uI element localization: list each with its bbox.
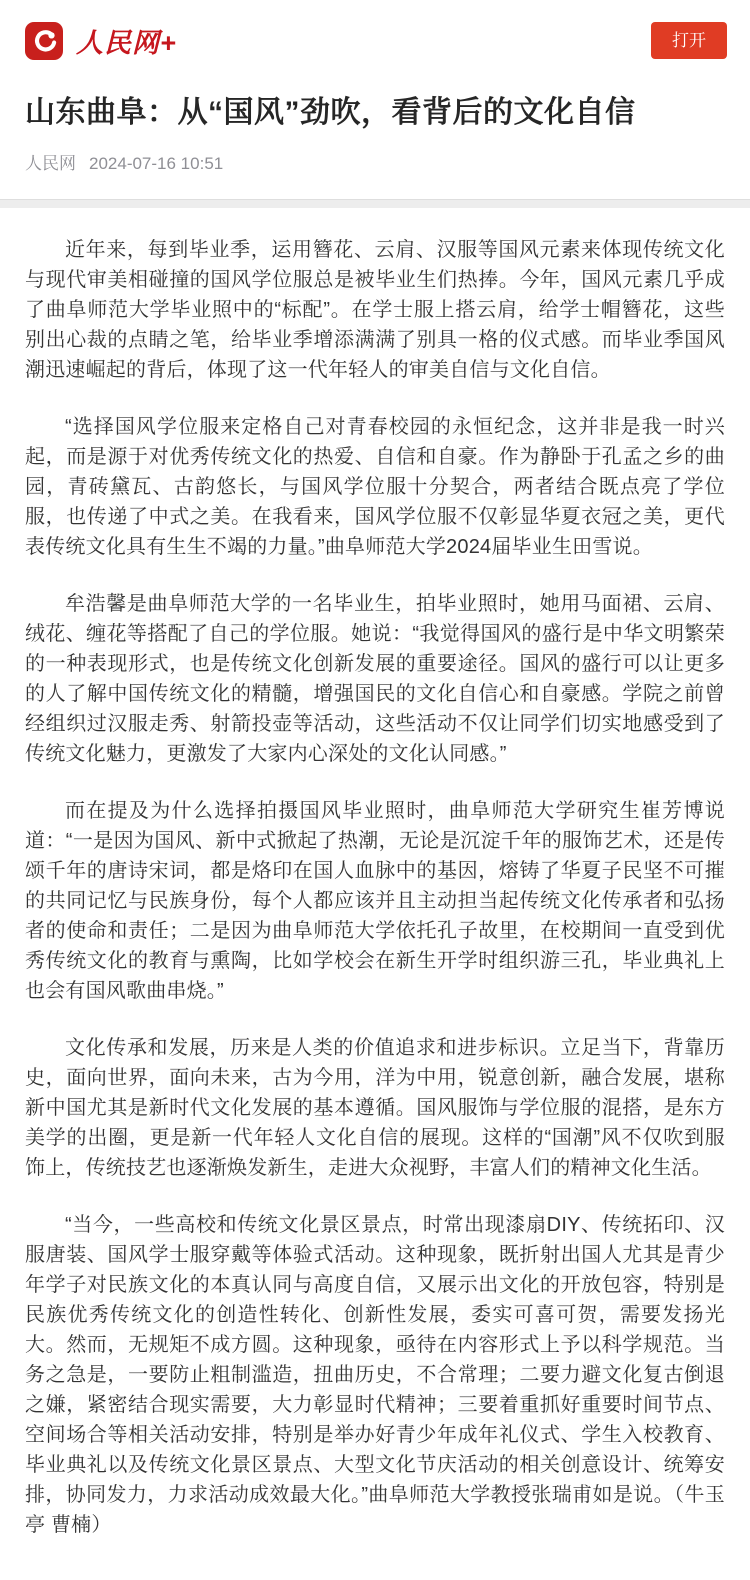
article-body (0, 208, 750, 1580)
section-divider (0, 199, 750, 208)
app-name: 人民网+ (76, 28, 177, 58)
open-app-button[interactable]: 打开 (651, 22, 727, 59)
people-daily-logo-icon (25, 22, 63, 60)
app-logo[interactable] (25, 21, 177, 60)
article-paragraph: “选择国风学位服来定格自己对青春校园的永恒纪念，这并非是我一时兴起，而是源于对优秀传统文化的热爱、自信和自豪。作为静卧于孔孟之乡的曲园，青砖黛瓦、古韵悠长，与国风学位服十分契合，两者结合既点亮了学位服，也传递了中式之美。在我看来，国风学位服不仅彰显华夏衣冠之美，更代表传统文化具有生生不竭的力量。”曲阜师范大学2024届毕业生田雪说。 (25, 416, 725, 558)
article-paragraph: 近年来，每到毕业季，运用簪花、云肩、汉服等国风元素来体现传统文化与现代审美相碰撞的国风学位服总是被毕业生们热捧。今年，国风元素几乎成了曲阜师范大学毕业照中的“标配”。在学士服上搭云肩，给学士帽簪花，这些别出心裁的点睛之笔，给毕业季增添满满了别具一格的仪式感。而毕业季国风潮迅速崛起的背后，体现了这一代年轻人的审美自信与文化自信。 (25, 239, 725, 381)
article-source: 人民网 (25, 154, 76, 173)
article-paragraph: “当今，一些高校和传统文化景区景点，时常出现漆扇DIY、传统拓印、汉服唐装、国风学士服穿戴等体验式活动。这种现象，既折射出国人尤其是青少年学子对民族文化的本真认同与高度自信，又展示出文化的开放包容，特别是民族优秀传统文化的创造性转化、创新性发展，委实可喜可贺，需要发扬光大。然而，无规矩不成方圆。这种现象，亟待在内容形式上予以科学规范。当务之急是，一要防止粗制滥造，扭曲历史，不合常理；二要力避文化复古倒退之嫌，紧密结合现实需要，大力彰显时代精神；三要着重抓好重要时间节点、空间场合等相关活动安排，特别是举办好青少年成年礼仪式、学生入校教育、毕业典礼以及传统文化景区景点、大型文化节庆活动的相关创意设计、统筹安排，协同发力，力求活动成效最大化。”曲阜师范大学教授张瑞甫如是说。（牛玉亭 曹楠） (25, 1214, 725, 1536)
article-paragraph: 文化传承和发展，历来是人类的价值追求和进步标识。立足当下，背靠历史，面向世界，面向未来，古为今用，洋为中用，锐意创新，融合发展，堪称新中国尤其是新时代文化发展的基本遵循。国风服饰与学位服的混搭，是东方美学的出圈，更是新一代年轻人文化自信的展现。这样的“国潮”风不仅吹到服饰上，传统技艺也逐渐焕发新生，走进大众视野，丰富人们的精神文化生活。 (25, 1037, 725, 1179)
article-title: 山东曲阜：从“国风”劲吹，看背后的文化自信 (25, 96, 636, 129)
article-date: 2024-07-16 10:51 (89, 154, 224, 173)
article-meta (25, 149, 725, 174)
app-banner (0, 0, 750, 80)
article-paragraph: 牟浩馨是曲阜师范大学的一名毕业生，拍毕业照时，她用马面裙、云肩、绒花、缠花等搭配了自己的学位服。她说：“我觉得国风的盛行是中华文明繁荣的一种表现形式，也是传统文化创新发展的重要途径。国风的盛行可以让更多的人了解中国传统文化的精髓，增强国民的文化自信心和自豪感。学院之前曾经组织过汉服走秀、射箭投壶等活动，这些活动不仅让同学们切实地感受到了传统文化魅力，更激发了大家内心深处的文化认同感。” (25, 593, 725, 765)
article-paragraph: 而在提及为什么选择拍摄国风毕业照时，曲阜师范大学研究生崔芳博说道：“一是因为国风、新中式掀起了热潮，无论是沉淀千年的服饰艺术，还是传颂千年的唐诗宋词，都是烙印在国人血脉中的基因，熔铸了华夏子民坚不可摧的共同记忆与民族身份，每个人都应该并且主动担当起传统文化传承者和弘扬者的使命和责任；二是因为曲阜师范大学依托孔子故里，在校期间一直受到优秀传统文化的教育与熏陶，比如学校会在新生开学时组织游三孔，毕业典礼上也会有国风歌曲串烧。” (25, 800, 725, 1002)
